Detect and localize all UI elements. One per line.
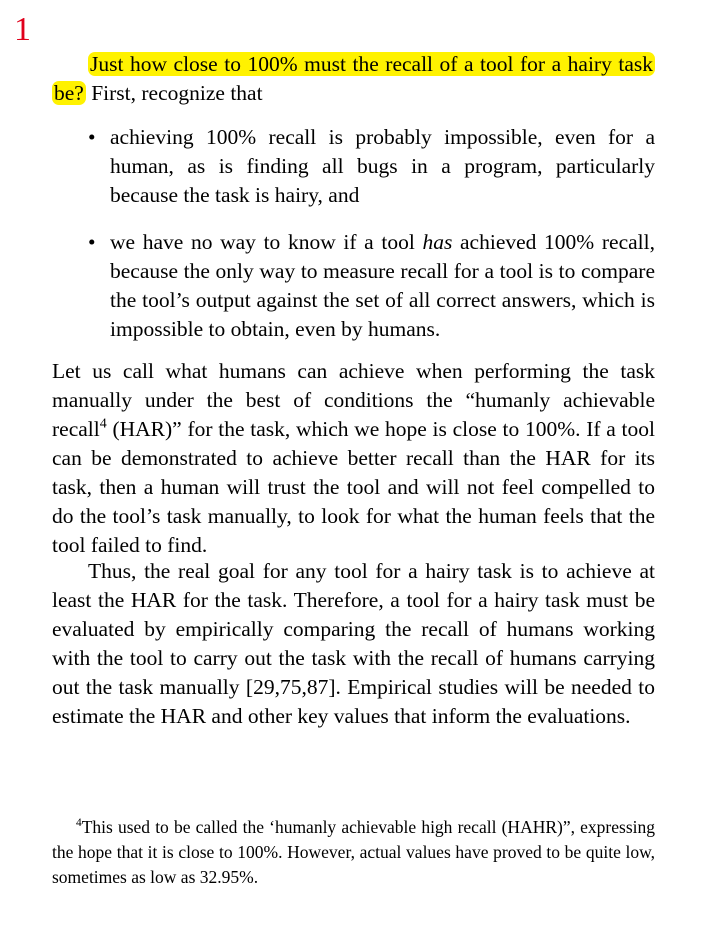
footnote: [52, 815, 655, 890]
intro-paragraph: [52, 50, 655, 108]
page-number: 1: [14, 11, 31, 48]
footnote-reference: 4: [99, 416, 107, 432]
paragraph-text-after: (HAR)” for the task, which we hope is close to 100%. If a tool can be demonstrated to achieve better recall than the HAR for its task, then a human will trust the tool and will not feel compelled to do the tool’s task manually, to look for what the human feels that the tool failed to find.: [52, 417, 655, 557]
list-item: [52, 228, 655, 344]
highlighted-question: Just how close to 100% must the recall of a tool for a hairy task be?: [54, 52, 653, 105]
bullet-dot-icon: •: [88, 230, 96, 254]
bullet-emphasis: has: [422, 230, 453, 254]
bullet-text-after: achieved 100% recall, because the only way to measure recall for a tool is to compare the tool’s output against the set of all correct answers, which is impossible to obtain, even by humans.: [110, 230, 655, 341]
bullet-list: [52, 123, 655, 362]
footnote-text: This used to be called the ‘humanly achievable high recall (HAHR)”, expressing the hope that it is close to 100%. However, actual values have proved to be quite low, sometimes as low as 32.95%.: [52, 817, 655, 887]
footnote-marker: 4: [76, 817, 82, 830]
bullet-text-before: we have no way to know if a tool: [110, 230, 423, 254]
bullet-dot-icon: •: [88, 125, 96, 149]
intro-paragraph-rest: First, recognize that: [85, 81, 263, 105]
list-item: [52, 123, 655, 210]
bullet-text: achieving 100% recall is probably impossible, even for a human, as is finding all bugs in a program, particularly because the task is hairy, and: [110, 125, 655, 207]
har-definition-paragraph: [52, 357, 655, 560]
goal-paragraph: Thus, the real goal for any tool for a hairy task is to achieve at least the HAR for the task. Therefore, a tool for a hairy task must be evaluated by empirically comparing the recall of humans working with the tool to carry out the task with the recall of humans carrying out the task manually [29,75,87]. Empirical studies will be needed to estimate the HAR and other key values that inform the evaluations.: [52, 559, 655, 728]
paragraph-text-before: Let us call what humans can achieve when performing the task manually under the best of conditions the “humanly achievable recall: [52, 359, 655, 441]
